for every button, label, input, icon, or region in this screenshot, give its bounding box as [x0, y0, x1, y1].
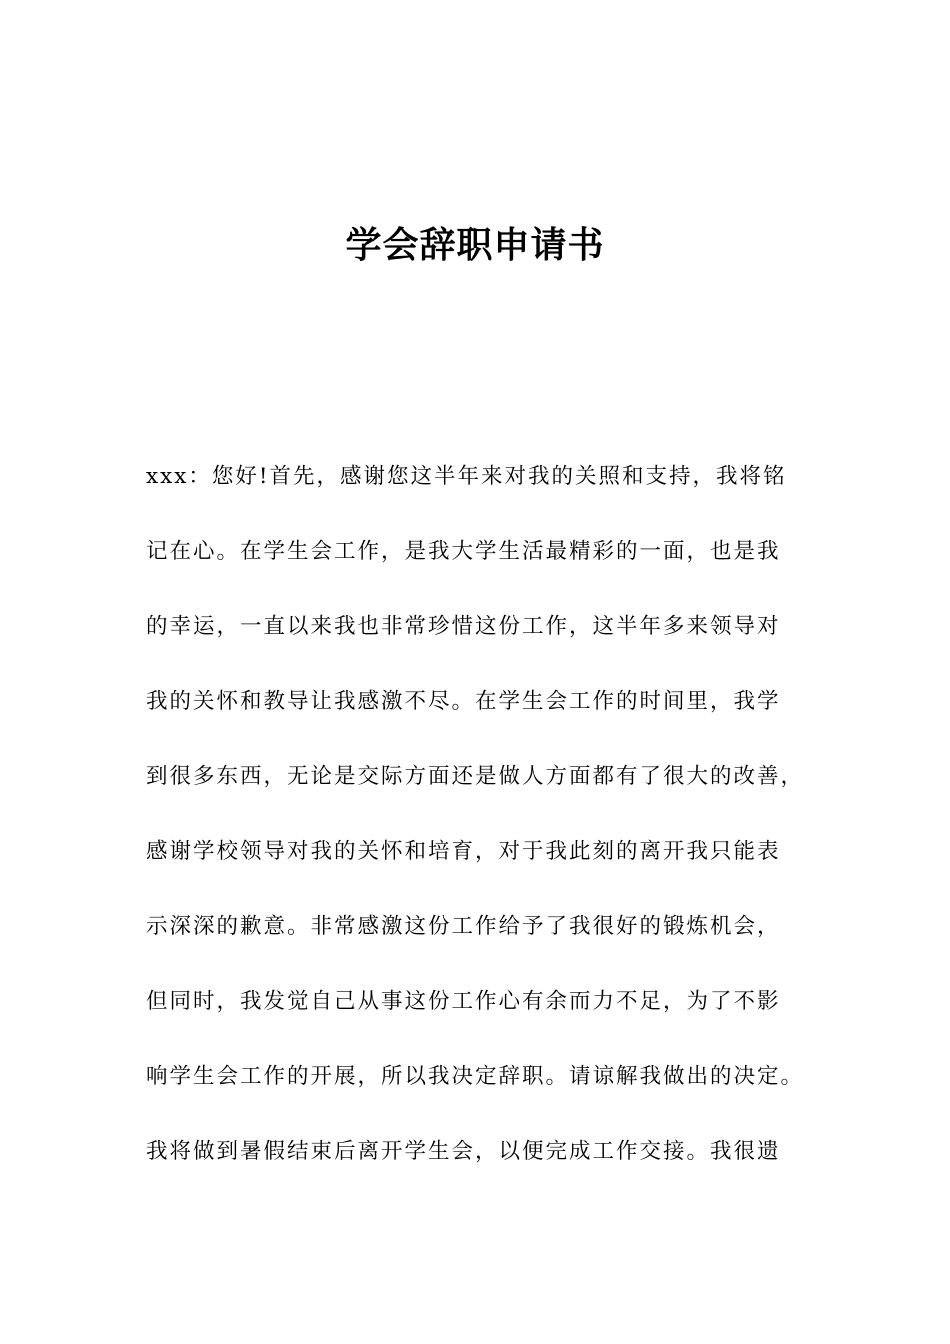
body-line: 但同时，我发觉自己从事这份工作心有余而力不足，为了不影: [146, 989, 781, 1014]
body-line: 示深深的歉意。非常感激这份工作给予了我很好的锻炼机会，: [146, 914, 781, 939]
body-line: 的幸运，一直以来我也非常珍惜这份工作，这半年多来领导对: [146, 614, 781, 639]
body-line: 感谢学校领导对我的关怀和培育，对于我此刻的离开我只能表: [146, 839, 781, 864]
body-line: 我的关怀和教导让我感激不尽。在学生会工作的时间里，我学: [146, 689, 781, 714]
body-line: 响学生会工作的开展，所以我决定辞职。请谅解我做出的决定。: [146, 1064, 805, 1089]
body-line: xxx：您好!首先，感谢您这半年来对我的关照和支持，我将铭: [146, 464, 787, 489]
document-body: [146, 458, 846, 1208]
body-line: 到很多东西，无论是交际方面还是做人方面都有了很大的改善，: [146, 764, 805, 789]
body-line: 我将做到暑假结束后离开学生会，以便完成工作交接。我很遗: [146, 1139, 781, 1164]
document-title: 学会辞职申请书: [345, 225, 605, 266]
body-line: 记在心。在学生会工作，是我大学生活最精彩的一面，也是我: [146, 539, 781, 564]
